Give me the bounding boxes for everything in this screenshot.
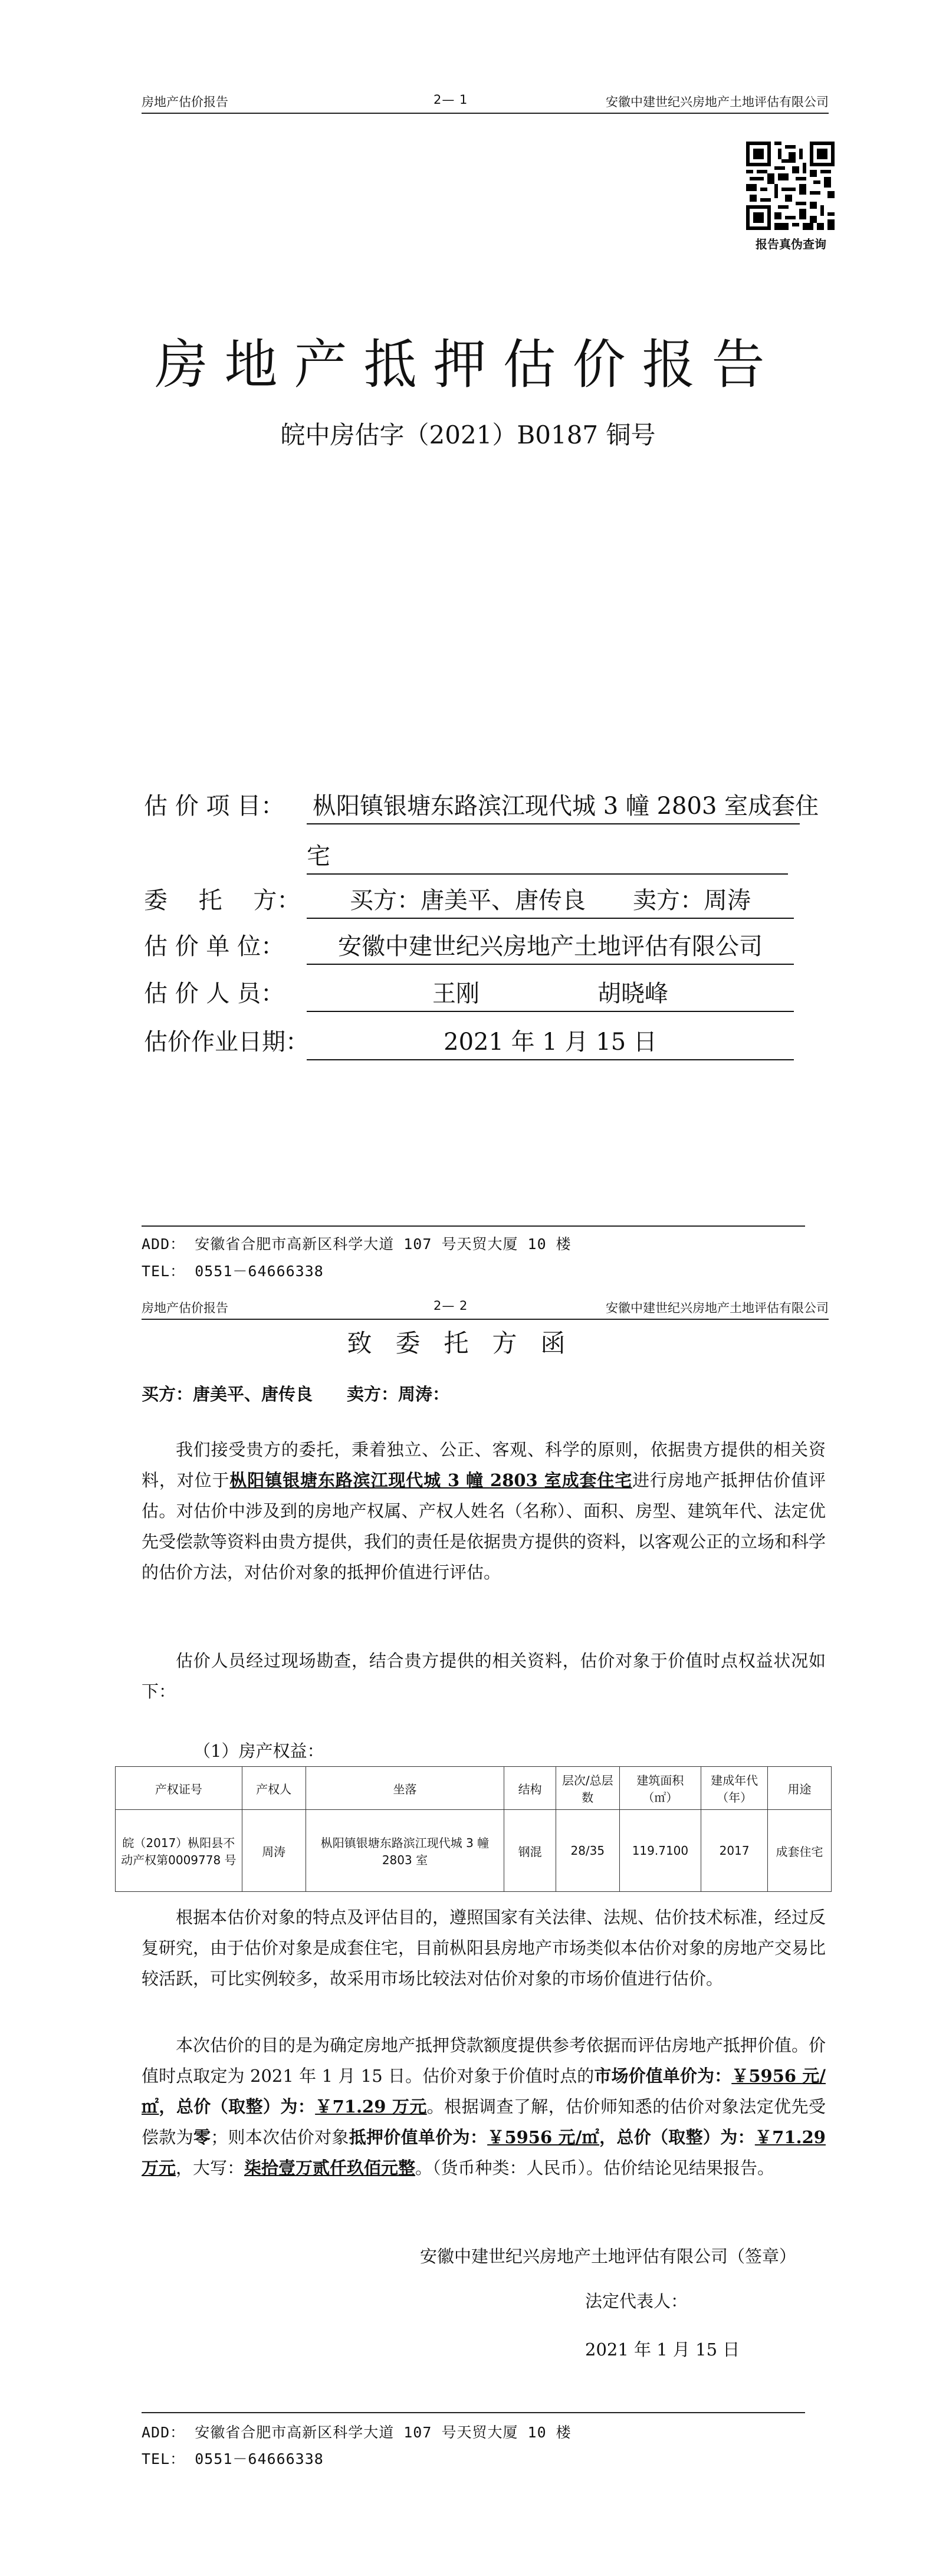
field-value: 2021 年 1 月 15 日	[307, 1023, 794, 1060]
text: 本次估价的目的是为确定房地产抵押贷款额度提供参考依据而评估房地产抵押价值。价值时点取定为 2021 年 1 月 15 日。估价对象于价值时点的	[142, 2035, 826, 2086]
report-doc-number: 皖中房估字（2021）B0187 铜号	[280, 420, 656, 449]
cell-usage: 成套住宅	[768, 1810, 832, 1892]
letter-paragraph-2: 估价人员经过现场勘查，结合贵方提供的相关资料，估价对象于价值时点权益状况如下：	[142, 1651, 826, 1701]
market-unit-price: ￥5956 元/㎡	[142, 2066, 826, 2117]
cell-area: 119.7100	[619, 1810, 701, 1892]
signature-date: 2021 年 1 月 15 日	[585, 2340, 740, 2360]
footer-address: ADD： 安徽省合肥市高新区科学大道 107 号天贸大厦 10 楼	[142, 2424, 572, 2441]
letter-title: 致委托方函	[347, 1329, 589, 1358]
letter-addressee: 买方：唐美平、唐传良 卖方：周涛：	[142, 1384, 450, 1404]
text: 市场价值单价为：	[594, 2066, 732, 2086]
footer-tel: TEL： 0551－64666338	[142, 2450, 324, 2467]
field-value: 枞阳镇银塘东路滨江现代城 3 幢 2803 室成套住	[307, 787, 800, 824]
rights-subtitle: （1）房产权益：	[193, 1741, 324, 1761]
market-total-price: ￥71.29 万元	[315, 2097, 427, 2117]
col-header: 建成年代（年）	[701, 1767, 768, 1810]
table-row	[116, 1810, 832, 1892]
cell-year: 2017	[701, 1810, 768, 1892]
field-project-continuation: 宅	[307, 837, 788, 875]
text: ，总价（取整）为：	[599, 2127, 755, 2147]
header-page-number: 2— 1	[433, 93, 468, 107]
field-label: 估价作业日期：	[144, 1029, 309, 1056]
cell-cert-no: 皖（2017）枞阳县不动产权第0009778 号	[116, 1810, 242, 1892]
header-report-type: 房地产估价报告	[142, 95, 228, 109]
text: ，大写：	[176, 2158, 245, 2178]
amount-in-words: 柒拾壹万贰仟玖佰元整	[244, 2158, 416, 2178]
col-header: 产权证号	[116, 1767, 242, 1810]
page-header	[142, 91, 829, 114]
letter-page	[0, 1297, 936, 2576]
property-address: 枞阳镇银塘东路滨江现代城 3 幢 2803 室成套住宅	[229, 1470, 633, 1490]
col-header: 层次/总层数	[556, 1767, 619, 1810]
text: ；则本次估价对象	[211, 2127, 349, 2147]
cell-location: 枞阳镇银塘东路滨江现代城 3 幢 2803 室	[306, 1810, 504, 1892]
field-label: 估 价 单 位：	[144, 933, 285, 960]
field-value: 王刚 胡晓峰	[307, 975, 794, 1012]
col-header: 产权人	[242, 1767, 306, 1810]
report-title: 房地产抵押估价报告	[155, 334, 781, 396]
field-label: 委 托 方：	[144, 887, 301, 914]
header-report-type: 房地产估价报告	[142, 1301, 228, 1315]
text: 。（货币种类：人民币）。估价结论见结果报告。	[415, 2158, 775, 2178]
text: 进行房地产抵押估价值评估。对估价中涉及到的房地产权属、产权人姓名（名称）、面积、房型、建筑年代、法定优先受偿款等资料由贵方提供，我们的责任是依据贵方提供的资料，以客观公正的立场和科学的估价方法，对估价对象的抵押价值进行评估。	[142, 1470, 826, 1582]
page-header	[142, 1297, 829, 1320]
table-header-row	[116, 1767, 832, 1810]
header-company: 安徽中建世纪兴房地产土地评估有限公司	[606, 1301, 829, 1315]
header-company: 安徽中建世纪兴房地产土地评估有限公司	[606, 95, 829, 109]
property-rights-table	[115, 1766, 832, 1892]
field-label: 估 价 项 目：	[144, 793, 285, 820]
cell-floor: 28/35	[556, 1810, 619, 1892]
mortgage-total-price: ￥71.29 万元	[142, 2127, 826, 2178]
footer-divider	[142, 2412, 805, 2413]
footer-divider	[142, 1225, 805, 1227]
header-page-number: 2— 2	[433, 1299, 468, 1313]
col-header: 建筑面积（㎡）	[619, 1767, 701, 1810]
signature-company: 安徽中建世纪兴房地产土地评估有限公司（签章）	[420, 2246, 797, 2266]
mortgage-unit-price: ￥5956 元/㎡	[487, 2127, 600, 2147]
field-value: 安徽中建世纪兴房地产土地评估有限公司	[307, 928, 794, 965]
col-header: 结构	[504, 1767, 556, 1810]
cell-structure: 钢混	[504, 1810, 556, 1892]
letter-paragraph-3: 根据本估价对象的特点及评估目的，遵照国家有关法律、法规、估价技术标准，经过反复研究，由于估价对象是成套住宅，目前枞阳县房地产市场类似本估价对象的房地产交易比较活跃，可比实例较多，故采用市场比较法对估价对象的市场价值进行估价。	[142, 1907, 826, 1989]
field-label: 估 价 人 员：	[144, 980, 285, 1007]
col-header: 用途	[768, 1767, 832, 1810]
letter-paragraph-1	[142, 1434, 826, 1588]
text: 。根据调查了解，估价师知悉的估价对象法定优先受偿款为	[142, 2097, 826, 2147]
text: 抵押价值单价为：	[349, 2127, 488, 2147]
footer-tel: TEL： 0551－64666338	[142, 1263, 324, 1280]
text: ，总价（取整）为：	[159, 2097, 316, 2117]
text: 我们接受贵方的委托，秉着独立、公正、客观、科学的原则，依据贵方提供的相关资料，对位于	[142, 1440, 826, 1490]
cell-owner: 周涛	[242, 1810, 306, 1892]
signature-legal-rep: 法定代表人：	[585, 2291, 688, 2311]
col-header: 坐落	[306, 1767, 504, 1810]
qr-verify-label: 报告真伪查询	[756, 237, 826, 251]
letter-paragraph-4	[142, 2030, 826, 2183]
qr-code-icon[interactable]	[746, 142, 835, 230]
priority-claim: 零	[193, 2127, 211, 2147]
footer-address: ADD： 安徽省合肥市高新区科学大道 107 号天贸大厦 10 楼	[142, 1236, 572, 1253]
field-value: 买方：唐美平、唐传良 卖方：周涛	[307, 882, 794, 919]
